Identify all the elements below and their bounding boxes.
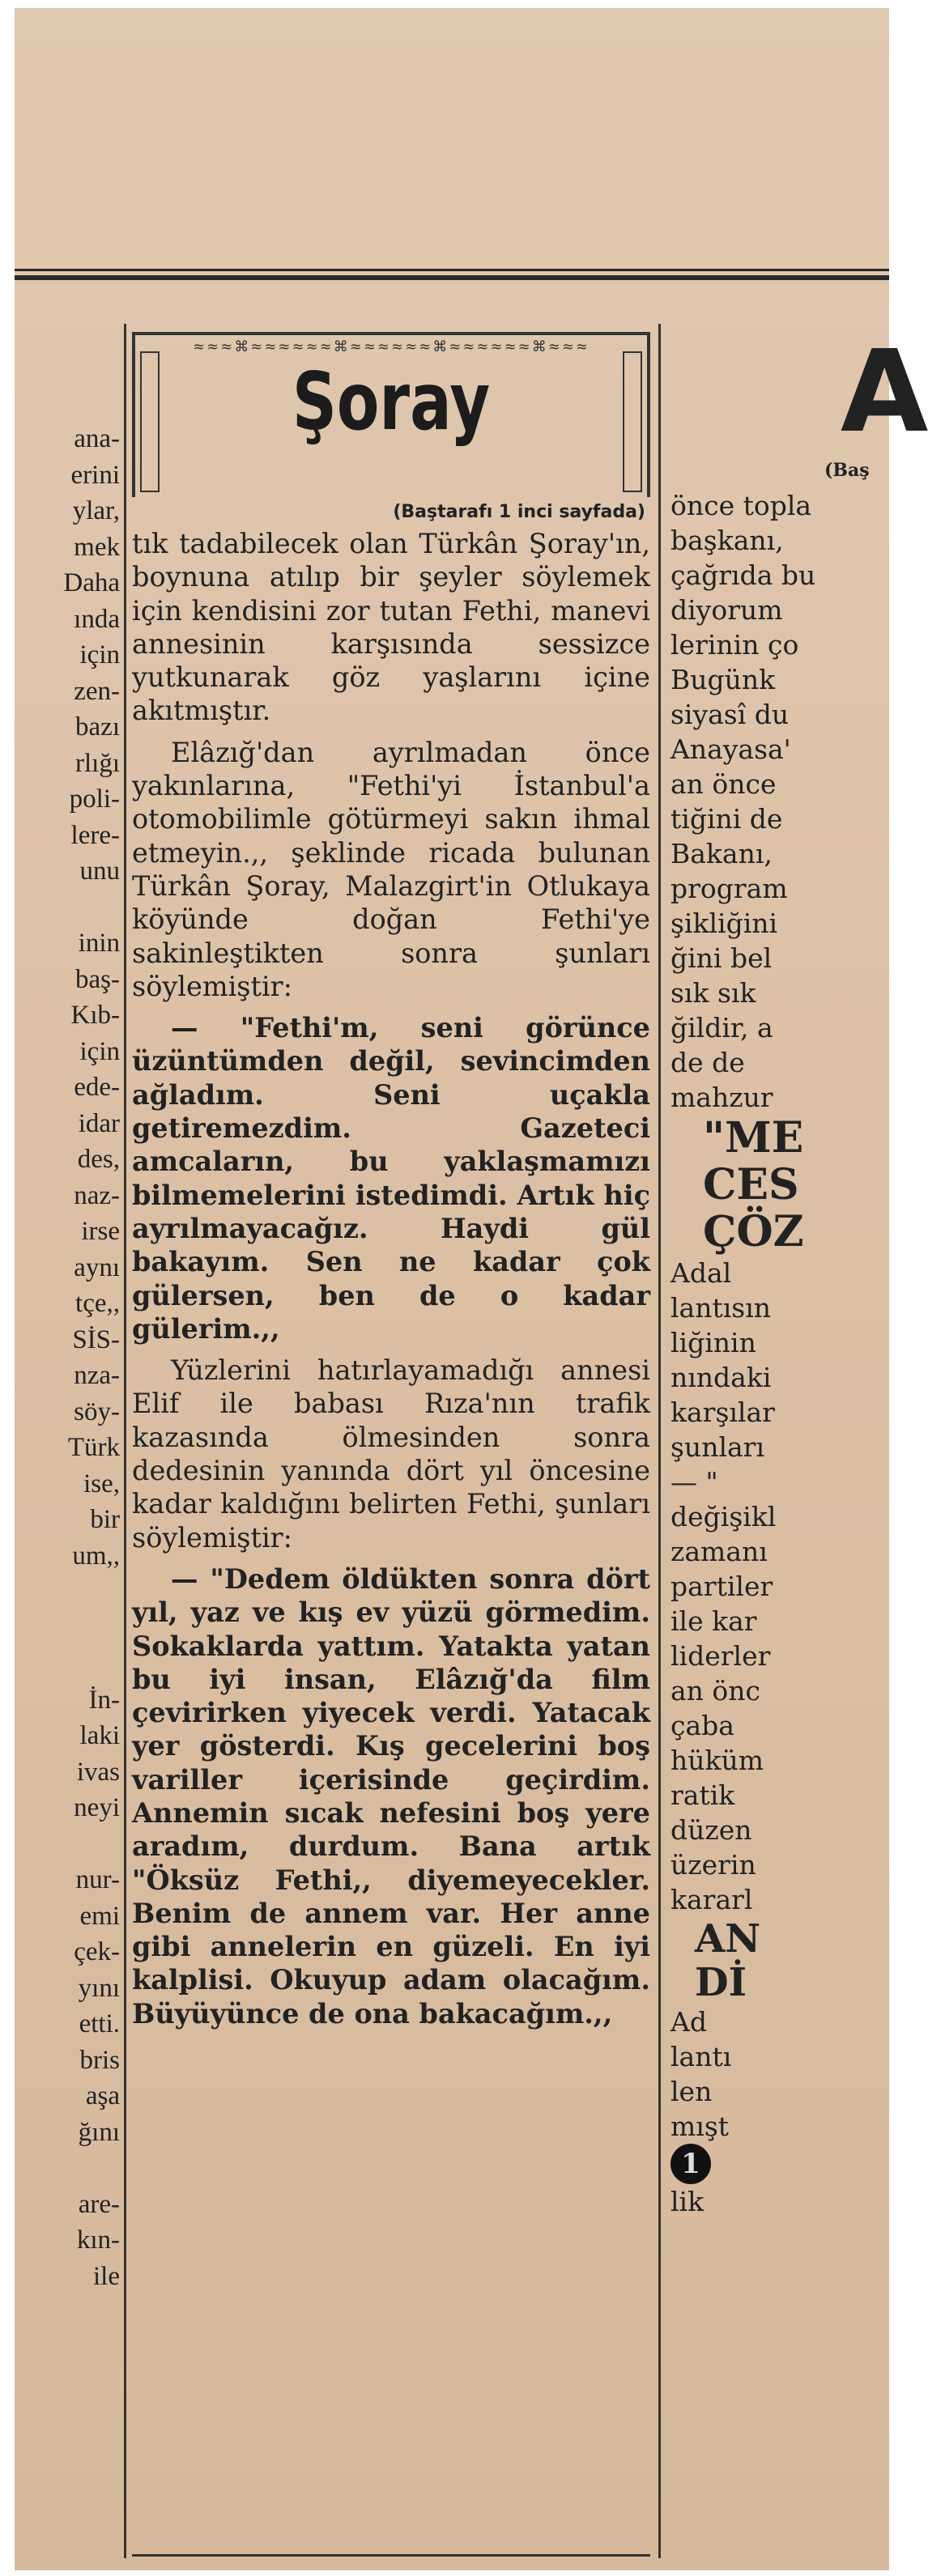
right-column-line: siyasî du <box>670 699 790 730</box>
left-column-line: erini <box>70 460 120 490</box>
left-column-line <box>15 2150 120 2187</box>
left-column-line: irse <box>81 1217 120 1246</box>
right-column-line: sık sık <box>670 977 756 1009</box>
right-heading-line: AN <box>695 1916 761 1962</box>
left-column-line: kın- <box>76 2225 120 2255</box>
right-column-line: zamanı <box>670 1536 768 1567</box>
left-column-line: aşa <box>85 2081 120 2111</box>
right-column-line: lantısın <box>670 1292 772 1324</box>
left-column-line: ğını <box>78 2117 120 2147</box>
left-column-line: neyi <box>74 1793 120 1822</box>
left-column-line: ylar, <box>72 496 120 525</box>
right-column-line: an önc <box>670 1675 761 1707</box>
left-column-line: laki <box>79 1721 120 1750</box>
right-lines-d <box>670 2184 889 2219</box>
right-column-line: Adal <box>670 1257 732 1289</box>
left-column-line <box>15 1826 120 1863</box>
right-column-line: ratik <box>670 1779 735 1811</box>
left-column-line: için <box>79 1036 120 1066</box>
right-column-line: program <box>670 873 788 904</box>
banner-right-ornament <box>623 351 642 492</box>
right-column-fragment <box>670 326 928 2219</box>
right-heading-line: Dİ <box>695 1960 747 2005</box>
column-rule-right <box>658 324 661 2558</box>
right-column-line: çaba <box>670 1710 734 1741</box>
right-column-line: ğini bel <box>670 942 773 974</box>
right-column-line: an önce <box>670 768 777 800</box>
right-heading-line: ÇÖZ <box>703 1207 804 1256</box>
right-heading-1 <box>670 1115 889 1256</box>
left-column-line: ana- <box>74 424 120 453</box>
right-column-line: liderler <box>670 1640 771 1672</box>
left-column-line: ile <box>93 2261 120 2291</box>
soray-article <box>132 332 650 2030</box>
right-column-line: lik <box>670 2186 705 2217</box>
left-column-line: nza- <box>74 1361 120 1390</box>
left-column-line: inin <box>78 929 120 958</box>
right-column-line: şunları <box>670 1431 764 1463</box>
left-column-line: nur- <box>75 1865 120 1894</box>
left-column-line: Türk <box>67 1433 120 1462</box>
left-column-line <box>15 1574 120 1610</box>
left-column-line <box>15 1610 120 1647</box>
left-column-fragment <box>15 421 120 2294</box>
left-column-line: için <box>79 640 120 670</box>
column-rule-left <box>124 324 126 2558</box>
left-column-line: naz- <box>74 1180 120 1210</box>
left-column-line: İn- <box>88 1685 120 1715</box>
right-column-line: kararl <box>670 1884 753 1915</box>
paragraph-1: tık tadabilecek olan Türkân Şoray'ın, boynuna atılıp bir şeyler söylemek için kendisini zor tutan Fethi, manevi annesinin karşısında sessizce yutkunarak göz yaşlarını içine akıtmıştır. <box>132 528 650 727</box>
left-column-line: unu <box>79 857 120 886</box>
left-column-line: etti. <box>79 2009 120 2038</box>
right-heading-line: CES <box>703 1160 799 1209</box>
left-column-line: Kıb- <box>70 1001 120 1030</box>
paragraph-4: Yüzlerini hatırlayamadığı annesi Elif ile babası Rıza'nın trafik kazasında ölmesinden sonra dedesinin yanında dört yıl öncesine kadar kaldığını belirten Fethi, şunları söylemiştir: <box>132 1354 650 1554</box>
right-column-line: — " <box>670 1466 718 1498</box>
left-column-line: baş- <box>75 964 120 994</box>
continued-note: (Baştarafı 1 inci sayfada) <box>393 502 645 522</box>
banner-ornament: ≈≈≈⌘≈≈≈≈≈≈⌘≈≈≈≈≈≈⌘≈≈≈≈≈≈⌘≈≈≈ <box>193 338 590 355</box>
right-lines-a <box>670 488 889 1115</box>
left-column-line: bir <box>90 1505 120 1534</box>
left-column-line: söy- <box>74 1396 120 1426</box>
right-column-line: başkanı, <box>670 525 784 556</box>
right-column-line: diyorum <box>670 594 783 626</box>
right-column-line: değişikl <box>670 1501 777 1532</box>
left-column-line: mek <box>74 532 120 562</box>
left-column-line: ise, <box>83 1469 120 1498</box>
right-headline-letter: A <box>841 326 928 458</box>
banner-left-ornament <box>140 351 160 492</box>
right-column-line: de de <box>670 1047 745 1078</box>
circled-number: 1 <box>670 2144 711 2184</box>
left-column-line: are- <box>78 2189 120 2219</box>
paragraph-2: Elâzığ'dan ayrılmadan önce yakınlarına, "Fethi'yi İstanbul'a otomobilimle götürmeyi sakın ihmal etmeyin.,, şeklinde ricada bulunan Türkân Şoray, Malazgirt'in Otlukaya köyünde doğan Fethi'ye sakinleştikten sonra şunları söylemiştir: <box>132 736 650 1002</box>
left-column-line: lere- <box>70 820 120 850</box>
left-column-line: emi <box>79 1901 120 1931</box>
right-lines-c <box>670 2004 889 2144</box>
left-column-line: rlığı <box>75 748 120 778</box>
right-column-line: partiler <box>670 1571 773 1602</box>
right-column-line: Bakanı, <box>670 838 773 869</box>
right-column-line: lerinin ço <box>670 629 799 661</box>
right-column-line: üzerin <box>670 1849 756 1881</box>
right-column-line: nındaki <box>670 1362 772 1393</box>
left-column-line: Daha <box>63 568 120 597</box>
right-column-line: şikliğini <box>670 908 778 939</box>
left-column-line: ında <box>74 604 120 634</box>
left-column-line: idar <box>78 1108 120 1138</box>
left-column-line: SİS- <box>72 1324 120 1354</box>
left-column-line: aynı <box>74 1252 120 1282</box>
left-column-line: des, <box>77 1145 120 1174</box>
right-column-line: ğildir, a <box>670 1012 773 1044</box>
right-column-line: liğinin <box>670 1327 756 1358</box>
right-continued-note: (Baş <box>824 460 870 481</box>
newspaper-clipping <box>15 8 928 2570</box>
right-lines-b <box>670 1256 889 1917</box>
right-column-line: mışt <box>670 2111 730 2142</box>
right-column-line: len <box>670 2076 713 2107</box>
paragraph-3-quote: — "Fethi'm, seni görünce üzüntümden değil, sevincimden ağladım. Seni uçakla getiremezdim. Gazeteci amcaların, bu yaklaşmamızı bilmemelerini istedimdi. Artık hiç ayrılmayacağız. Haydi gül bakayım. Sen ne kadar çok gülersen, ben de o kadar gülerim.,, <box>132 1012 650 1345</box>
right-column-line: önce topla <box>670 490 812 521</box>
left-column-line <box>15 1646 120 1682</box>
top-rule-thick <box>15 275 889 280</box>
right-column-line: düzen <box>670 1814 752 1846</box>
left-column-line: ede- <box>74 1073 120 1102</box>
right-column-line: Anayasa' <box>670 733 791 765</box>
right-column-line: Bugünk <box>670 664 776 695</box>
left-column-line: um,, <box>72 1541 120 1571</box>
right-column-line: lantı <box>670 2041 732 2072</box>
right-column-line: çağrıda bu <box>670 559 816 591</box>
right-column-line: hüküm <box>670 1745 764 1776</box>
left-column-line: bris <box>79 2045 120 2075</box>
left-column-line <box>15 890 120 926</box>
left-column-line: tçe,, <box>75 1289 120 1318</box>
top-rule-thin <box>15 269 889 271</box>
article-bottom-rule <box>132 2554 650 2557</box>
article-body <box>132 527 650 2030</box>
right-circled-number-line <box>670 2144 889 2184</box>
paragraph-5-quote: — "Dedem öldükten sonra dört yıl, yaz ve kış ev yüzü görmedim. Sokaklarda yattım. Yatakta yatan bu iyi insan, Elâzığ'da film çevirirken yiyecek verdi. Yatacak yer gösterdi. Kış gecelerini boş variller içerisinde geçirdim. Annemin sıcak nefesini boş yere aradım, durdum. Bana artık "Öksüz Fethi,, diyemeyecekler. Benim de annem var. Her anne gibi annelerin en güzeli. En iyi kalplisi. Okuyup adam olacağım. Büyüyünce de ona bakacağım.,, <box>132 1562 650 2030</box>
right-column-line: karşılar <box>670 1396 775 1428</box>
left-column-line: çek- <box>74 1937 120 1966</box>
right-column-line: ile kar <box>670 1605 757 1637</box>
left-column-line: yını <box>78 1973 120 2003</box>
right-heading-line: "ME <box>703 1113 804 1163</box>
left-column-line: zen- <box>74 676 120 706</box>
left-column-line: poli- <box>69 784 120 814</box>
right-column-line: Ad <box>670 2006 707 2038</box>
right-heading-2 <box>670 1917 889 2004</box>
article-banner <box>132 332 650 497</box>
right-column-line: tiğini de <box>670 803 783 835</box>
left-column-line: ivas <box>76 1757 120 1787</box>
right-column-line: mahzur <box>670 1082 773 1113</box>
article-title: Şoray <box>292 356 491 448</box>
left-column-line: bazı <box>75 712 120 742</box>
